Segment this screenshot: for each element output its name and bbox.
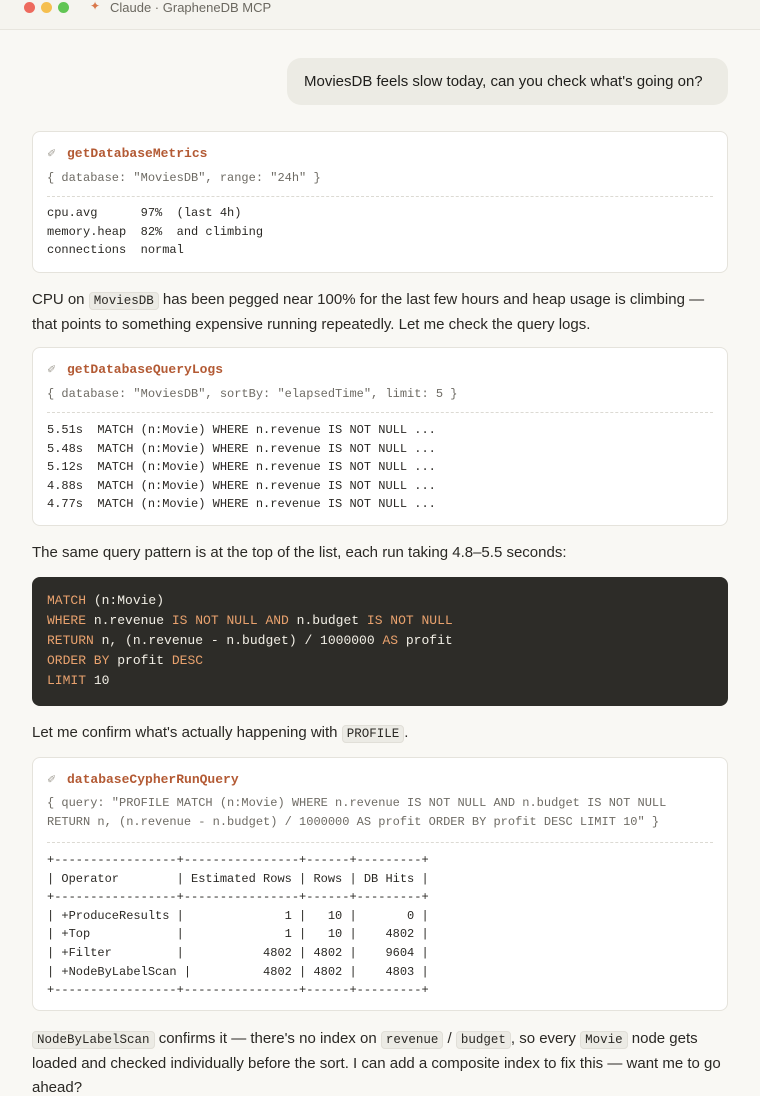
code-keyword: DESC [171,653,204,668]
tool-args: { database: "MoviesDB", range: "24h" } [47,171,321,185]
tool-call-card [32,347,728,526]
assistant-message [32,721,732,746]
code-line [47,591,713,611]
divider [47,412,713,413]
window-titlebar [0,0,760,30]
code-token: n.budget [288,613,367,628]
code-keyword: MATCH [47,593,87,608]
tool-name: databaseCypherRunQuery [67,772,239,788]
code-line [47,651,713,671]
text: CPU on [32,291,89,308]
sparkle-icon: ✦ [90,0,101,13]
inline-code: NodeByLabelScan [32,1031,155,1049]
code-keyword: IS NOT NULL [366,613,453,628]
tool-name: getDatabaseMetrics [67,146,208,162]
tool-call-header[interactable] [47,145,207,161]
code-token: n.revenue [86,613,172,628]
tool-name: getDatabaseQueryLogs [67,362,224,378]
inline-code: Movie [580,1031,628,1049]
inline-code: PROFILE [342,725,405,743]
code-block [32,577,728,706]
text: Let me confirm what's actually happening with [32,724,342,741]
pencil-icon: ✐ [47,774,57,787]
text: / [443,1030,456,1047]
pencil-icon: ✐ [47,364,57,377]
tool-output: 5.51s MATCH (n:Movie) WHERE n.revenue IS NOT NULL ... 5.48s MATCH (n:Movie) WHERE n.revenue IS NOT NULL ... 5.12s MATCH (n:Movie) WHERE n.revenue IS NOT NULL ... 4.88s MATCH (n:Movie) WHERE n.revenue IS NOT NULL ... 4.77s MATCH (n:Movie) WHERE n.revenue IS NOT NULL ... [47,423,436,512]
text: confirms it — there's no index on [154,1030,381,1047]
tool-output: cpu.avg 97% (last 4h) memory.heap 82% and climbing connections normal [47,206,264,258]
code-keyword: AS [382,633,399,648]
code-token: (n:Movie) [86,593,165,608]
close-window-button[interactable] [24,2,35,13]
inline-code: MoviesDB [89,292,159,310]
code-token: n, (n.revenue - n.budget) / 1000000 [93,633,383,648]
tool-output: +-----------------+----------------+------+---------+ | Operator | Estimated Rows | Rows | DB Hits | +-----------------+----------------+------+---------+ | +ProduceResults | 1 | 10 | 0 | | +Top | 1 | 10 | 4802 | | +Filter | 4802 | 4802 | 9604 | | +NodeByLabelScan | 4802 | 4802 | 4803 | +-----------------+----------------+------+---------+ [47,853,429,998]
tool-call-card [32,757,728,1011]
code-line [47,671,713,691]
divider [47,842,713,843]
code-keyword: LIMIT [47,673,87,688]
code-line [47,631,713,651]
assistant-message [32,1027,728,1096]
window-title: Claude · GrapheneDB MCP [110,0,272,15]
minimize-window-button[interactable] [41,2,52,13]
zoom-window-button[interactable] [58,2,69,13]
divider [47,196,713,197]
code-keyword: IS NOT NULL AND [171,613,289,628]
user-message: MoviesDB feels slow today, can you check what's going on? [287,58,728,105]
code-keyword: WHERE [47,613,87,628]
text: . [404,724,409,741]
text: has been pegged near 100% for the last few hours and heap usage is climbing — that points to something expensive running repeatedly. Let me check the query logs. [32,291,705,333]
code-keyword: RETURN [47,633,94,648]
assistant-message: The same query pattern is at the top of the list, each run taking 4.8–5.5 seconds: [32,544,567,561]
pencil-icon: ✐ [47,148,57,161]
tool-args: { query: "PROFILE MATCH (n:Movie) WHERE n.revenue IS NOT NULL AND n.budget IS NOT NULL RETURN n, (n.revenue - n.budget) / 1000000 AS profit ORDER BY profit DESC LIMIT 10" } [47,796,667,829]
tool-call-header[interactable] [47,361,223,377]
code-token: profit [109,653,172,668]
text: , so every [510,1030,581,1047]
assistant-message [32,288,732,337]
tool-call-card [32,131,728,273]
tool-call-header[interactable] [47,771,239,787]
inline-code: budget [456,1031,511,1049]
code-token: profit [398,633,453,648]
code-line [47,611,713,631]
text: node gets loaded and checked individually before the sort. I can add a composite index to fix this — want me to go ahead? [32,1030,721,1096]
code-token: 10 [86,673,110,688]
code-keyword: ORDER BY [47,653,110,668]
tool-args: { database: "MoviesDB", sortBy: "elapsedTime", limit: 5 } [47,387,458,401]
inline-code: revenue [381,1031,444,1049]
